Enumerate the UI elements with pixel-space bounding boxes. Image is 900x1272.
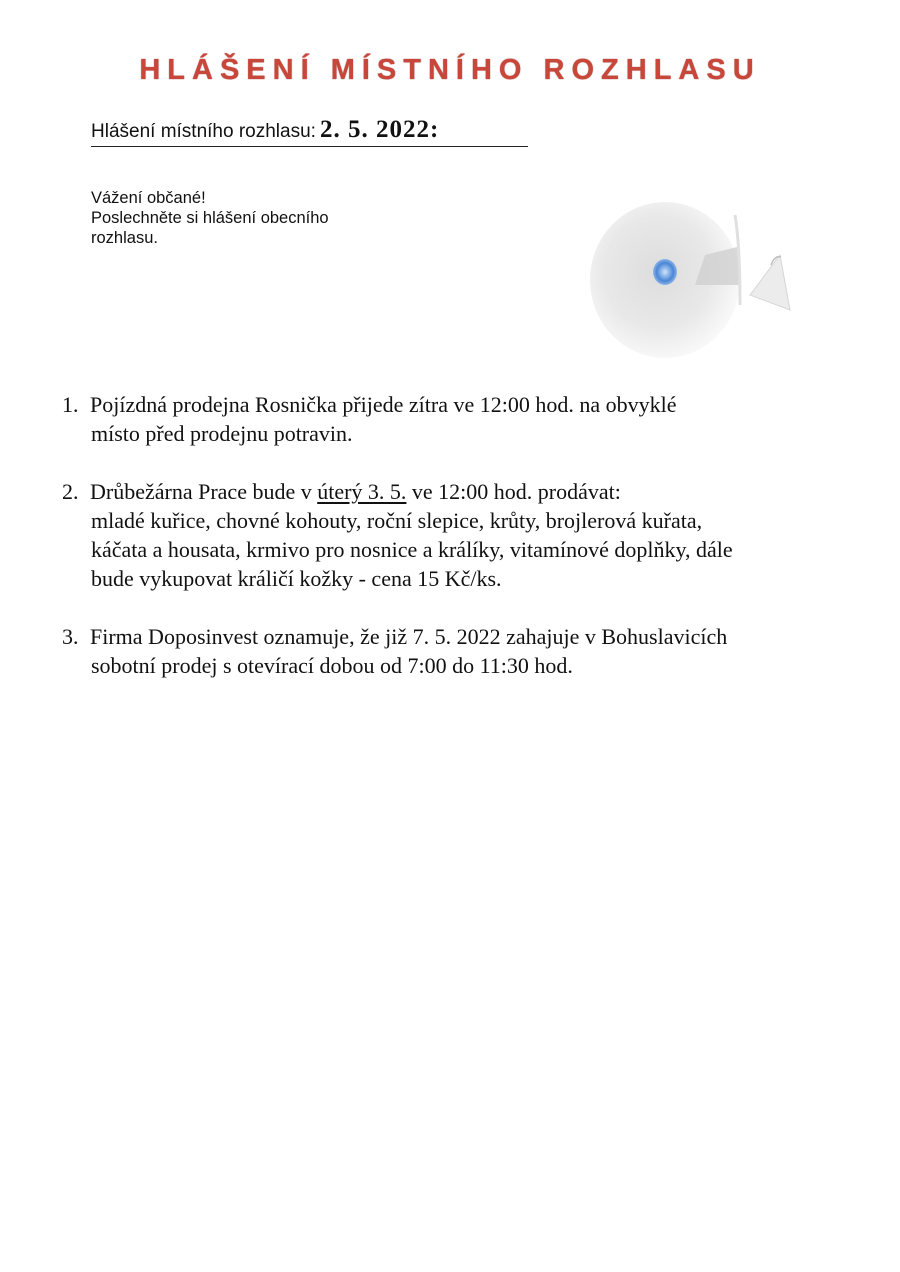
announcement-date: 2. 5. 2022: <box>319 116 440 143</box>
announcement-item <box>62 390 842 448</box>
item-text: Drůbežárna Prace bude v <box>90 479 318 504</box>
announcement-item <box>62 622 842 680</box>
item-line: Pojízdná prodejna Rosnička přijede zítra ve 12:00 hod. na obvyklé <box>90 392 677 417</box>
announcement-item <box>62 477 842 593</box>
greeting <box>91 188 411 248</box>
item-date-underlined: úterý 3. 5. <box>317 479 407 504</box>
item-line: mladé kuřice, chovné kohouty, roční slepice, krůty, brojlerová kuřata, <box>91 508 703 533</box>
loudspeaker-icon <box>585 185 800 360</box>
item-text: ve 12:00 hod. prodávat: <box>406 479 621 504</box>
item-line: místo před prodejnu potravin. <box>91 421 353 446</box>
greeting-line: Poslechněte si hlášení obecního <box>91 209 329 227</box>
page-title: HLÁŠENÍ MÍSTNÍHO ROZHLASU <box>139 54 761 86</box>
greeting-line: rozhlasu. <box>91 229 158 247</box>
announcement-list <box>62 390 842 709</box>
item-number: 2. <box>62 479 79 504</box>
announcement-heading <box>91 116 528 147</box>
item-line: bude vykupovat králičí kožky - cena 15 Kč/ks. <box>91 566 502 591</box>
item-number: 3. <box>62 624 79 649</box>
item-line: káčata a housata, krmivo pro nosnice a králíky, vitamínové doplňky, dále <box>91 537 733 562</box>
item-line: sobotní prodej s otevírací dobou od 7:00 do 11:30 hod. <box>91 653 573 678</box>
greeting-line: Vážení občané! <box>91 189 206 207</box>
item-line: Firma Doposinvest oznamuje, že již 7. 5. 2022 zahajuje v Bohuslavicích <box>90 624 728 649</box>
announcement-heading-label: Hlášení místního rozhlasu: <box>91 121 316 142</box>
item-line <box>90 477 842 506</box>
item-number: 1. <box>62 392 79 417</box>
